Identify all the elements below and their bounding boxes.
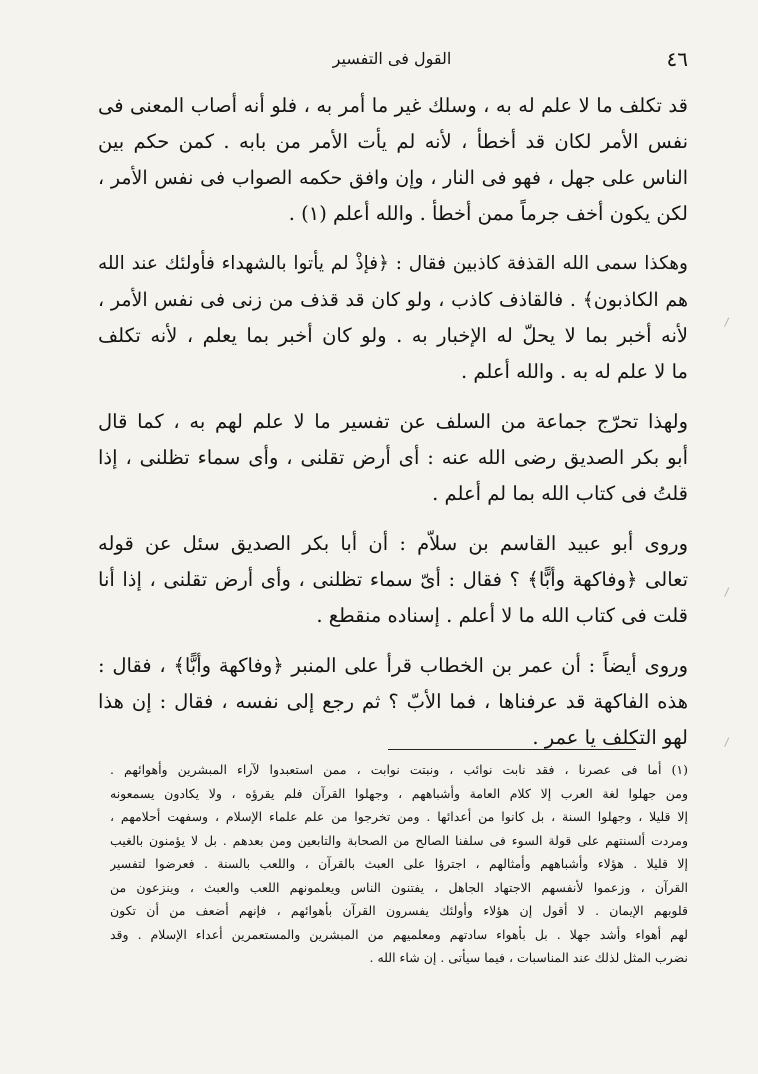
paragraph [98, 404, 688, 512]
footnote-line: إلا قليلا ، وجهلوا السنة ، بل كانوا من أعدائها . ومن تخرجوا من علم علماء الإسلام ، وسفهت أحلامهم ، [110, 809, 688, 824]
text-line: ولهذا تحرّج جماعة من السلف عن تفسير ما لا علم لهم به ، كما قال [98, 410, 688, 433]
text-line: هم الكاذبون﴾ . فالقاذف كاذب ، ولو كان قد قذف من زنى فى نفس الأمر ، [98, 289, 688, 311]
text-line: لأنه أخبر بما لا يحلّ له الإخبار به . ولو كان أخبر بما يعلم ، لأنه تكلف [98, 324, 688, 347]
footnote [110, 758, 688, 970]
page-header [96, 46, 688, 76]
footnote-line: إلا قليلا . هؤلاء وأشباههم وأمثالهم ، اجترؤا على العبث بالقرآن ، واللعب بالسنة . فعرضوا لتفسير [110, 856, 688, 871]
text-line: لهو التكلف يا عمر . [532, 726, 688, 749]
text-line: أبو بكر الصديق رضى الله عنه : أى أرض تقلنى ، وأى سماء تظلنى ، إذا [98, 446, 688, 469]
text-line: وروى أيضاً : أن عمر بن الخطاب قرأ على المنبر ﴿وفاكهة وأبًّا﴾ ، فقال : [98, 654, 688, 677]
footnote-line: لهم أهواء وأشد جهلا . بل بأهواء سادتهم ومعلميهم من المبشرين والمستعمرين أعداء الإسلام . وقد [110, 926, 688, 942]
text-line: وهكذا سمى الله القذفة كاذبين فقال : ﴿فإذْ لم يأتوا بالشهداء فأولئك عند الله [98, 253, 688, 274]
text-line: لكن يكون أخف جرماً ممن أخطأ . والله أعلم (١) . [288, 202, 688, 225]
footnote-line: (١) أما فى عصرنا ، فقد نابت نوائب ، ونبتت نوابت ، ممن استعبدوا لآراء المبشرين وأهوائهم . [110, 762, 688, 777]
scan-speck [724, 317, 733, 328]
paragraph [98, 88, 688, 232]
footnote-line: نضرب المثل لذلك عند المناسبات ، فيما سيأتى . إن شاء الله . [369, 950, 688, 965]
text-line: ما لا علم له به . والله أعلم . [460, 360, 688, 383]
text-line: قد تكلف ما لا علم له به ، وسلك غير ما أمر به ، فلو أنه أصاب المعنى فى [98, 94, 688, 117]
footnote-line: القرآن ، وزعموا لأنفسهم الاجتهاد الجاهل ، يفتنون الناس ويعلمونهم اللعب والعبث ، وينزعون من [110, 879, 688, 895]
running-title: القول فى التفسير [332, 49, 452, 68]
text-line: الناس على جهل ، فهو فى النار ، وإن وافق حكمه الصواب فى نفس الأمر ، [98, 167, 688, 189]
page-number: ٤٦ [666, 47, 688, 71]
text-line: وروى أبو عبيد القاسم بن سلاّم : أن أبا بكر الصديق سئل عن قوله [98, 532, 688, 555]
footnote-line: قلوبهم الإيمان . لا أقول إن هؤلاء وأولئك يفسرون القرآن بأهوائهم ، فإنهم أضعف من أن تكون [110, 903, 688, 918]
text-line: قلت فى كتاب الله ما لا أعلم . إسناده منقطع . [316, 604, 688, 627]
main-text [98, 88, 688, 770]
footnote-line: ومردت ألسنتهم على قولة السوء فى سلفنا الصالح من الصحابة والتابعين ومن بعدهم . بل لا يؤمنون بالغيب [110, 832, 688, 848]
paragraph [98, 526, 688, 634]
text-line: قلتُ فى كتاب الله بما لم أعلم . [432, 482, 688, 505]
text-line: تعالى ﴿وفاكهة وأبًّا﴾ ؟ فقال : أىّ سماء تظلنى ، وأى أرض تقلنى ، إذا أنا [98, 568, 688, 591]
scan-speck [724, 737, 733, 748]
text-line: هذه الفاكهة قد عرفناها ، فما الأبّ ؟ ثم رجع إلى نفسه ، فقال : إن هذا [98, 690, 688, 713]
text-line: نفس الأمر لكان قد أخطأ ، لأنه لم يأت الأمر من بابه . كمن حكم بين [98, 130, 688, 153]
footnote-line: ومن جهلوا لغة العرب إلا كلام العامة وأشباههم ، وجهلوا القرآن فلم يقرؤه ، ولا يكادون يسمعونه [110, 785, 688, 801]
scan-speck [724, 587, 733, 598]
paragraph [98, 648, 688, 756]
footnote-divider [388, 749, 636, 750]
paragraph [98, 246, 688, 390]
